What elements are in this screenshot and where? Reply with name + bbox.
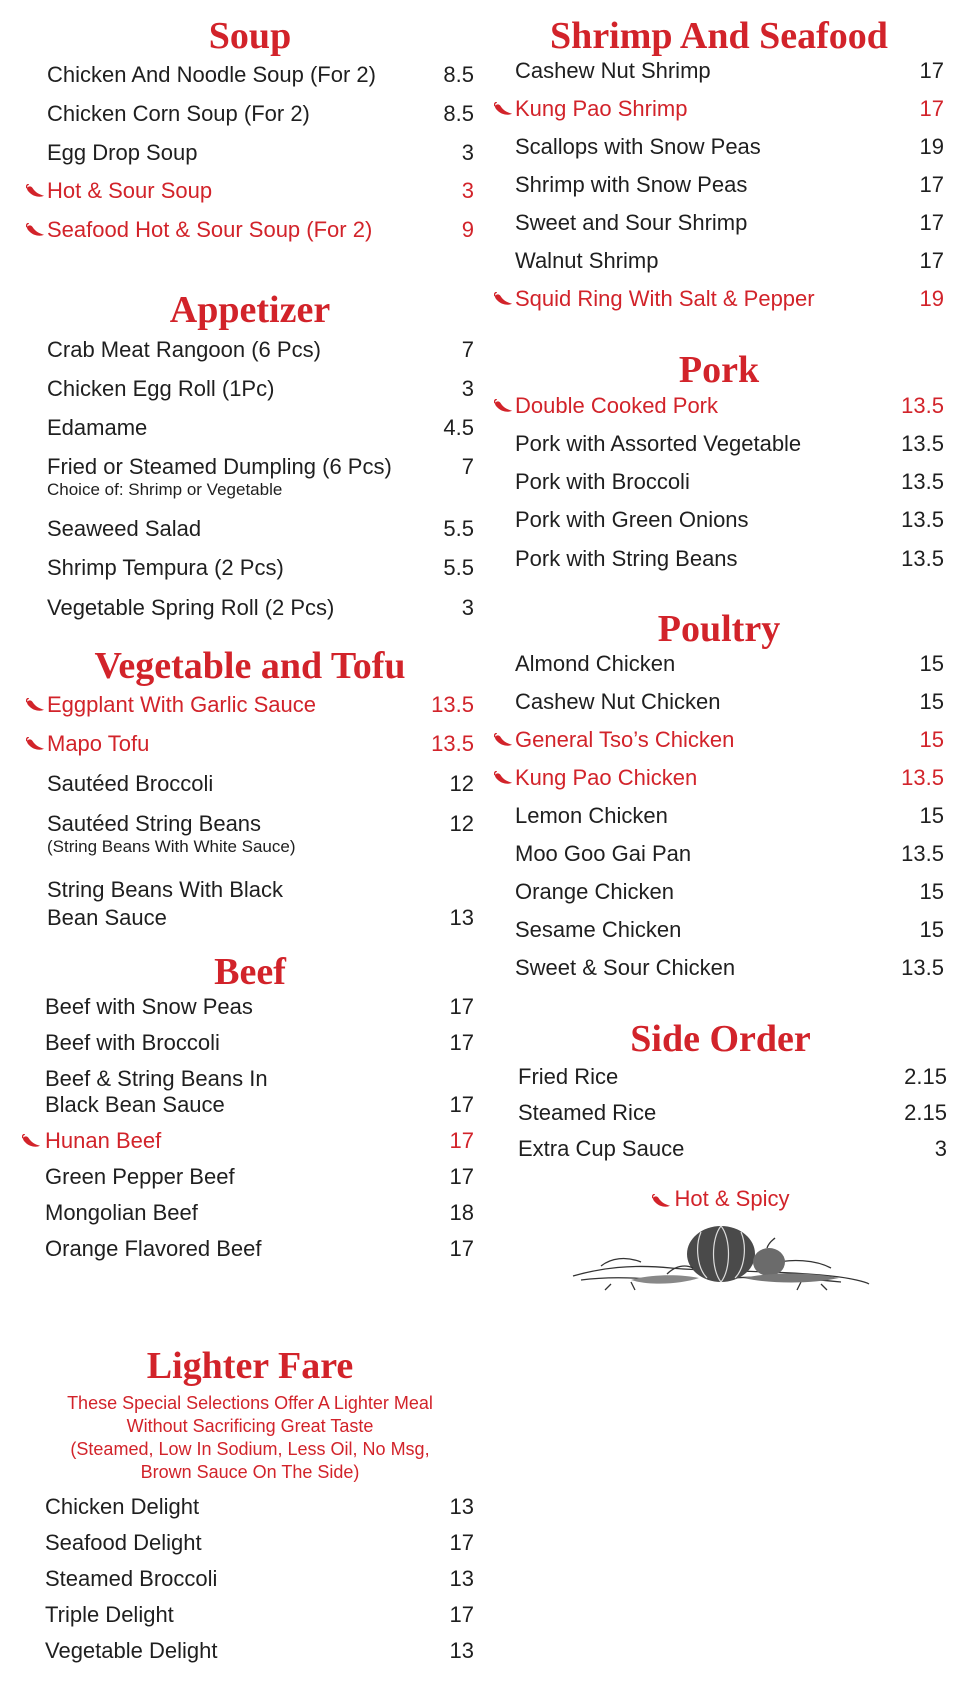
item-name: Seafood Delight: [45, 1530, 202, 1555]
section-pork: [494, 348, 944, 572]
section-title-lighter-fare: Lighter Fare: [146, 1345, 354, 1387]
item-price: 13.5: [431, 731, 474, 756]
item-price: 17: [449, 1236, 474, 1261]
item-note: Choice of: Shrimp or Vegetable: [47, 480, 283, 499]
item-name: Pork with Green Onions: [515, 507, 749, 532]
item-price: 18: [449, 1200, 474, 1225]
item-price: 17: [919, 210, 944, 235]
menu-item: [494, 841, 944, 867]
item-name: Orange Flavored Beef: [45, 1236, 262, 1261]
menu-item: [26, 1494, 474, 1520]
menu-item-spicy: [26, 1128, 474, 1154]
item-price: 12: [449, 771, 474, 796]
section-side-order: [494, 1017, 947, 1298]
item-price: 13.5: [901, 841, 944, 866]
menu-item: [494, 469, 944, 495]
item-price: 15: [919, 689, 944, 714]
item-price: 17: [449, 1030, 474, 1055]
hot-pepper-icon: [26, 223, 45, 237]
item-price: 19: [919, 134, 944, 159]
menu-item: [26, 994, 474, 1020]
item-name: Sweet and Sour Shrimp: [515, 210, 748, 235]
description-line: These Special Selections Offer A Lighter Meal: [67, 1393, 433, 1413]
hot-pepper-icon: [494, 771, 513, 785]
item-name: Kung Pao Chicken: [515, 765, 698, 790]
section-title-vegetable-tofu: Vegetable and Tofu: [94, 645, 406, 687]
item-price: 15: [919, 917, 944, 942]
section-title-beef: Beef: [214, 951, 286, 993]
item-price: 17: [449, 1128, 474, 1153]
hot-pepper-icon: [22, 1134, 41, 1148]
description-line: Brown Sauce On The Side): [140, 1462, 360, 1482]
menu-item: [494, 1136, 947, 1162]
menu-item: [26, 101, 474, 127]
item-price: 19: [919, 286, 944, 311]
item-name: Chicken Delight: [45, 1494, 200, 1519]
item-price: 13.5: [901, 765, 944, 790]
item-name: Cashew Nut Chicken: [515, 689, 721, 714]
menu-item: [26, 595, 474, 621]
menu-item: [494, 879, 944, 905]
menu-item: [26, 877, 474, 931]
item-name: Pork with String Beans: [515, 546, 738, 571]
menu-item: [26, 140, 474, 166]
item-price: 8.5: [443, 62, 474, 87]
menu-item: [26, 516, 474, 542]
lighter-fare-description: [26, 1392, 474, 1484]
item-price: 15: [919, 727, 944, 752]
item-price: 17: [919, 58, 944, 83]
menu-item-spicy: [26, 731, 474, 757]
item-name: Hot & Sour Soup: [47, 178, 213, 203]
item-price: 17: [449, 994, 474, 1019]
legend-label: Hot & Spicy: [674, 1186, 790, 1211]
section-title-soup: Soup: [208, 15, 292, 57]
item-price: 15: [919, 651, 944, 676]
item-price: 13: [449, 1494, 474, 1519]
item-price: 15: [919, 803, 944, 828]
item-name: Pork with Broccoli: [515, 469, 690, 494]
item-name: Extra Cup Sauce: [518, 1136, 685, 1161]
item-name: Fried Rice: [518, 1064, 619, 1089]
item-price: 9: [461, 217, 474, 242]
menu-item: [26, 1566, 474, 1592]
item-price: 3: [461, 376, 474, 401]
menu-item: [26, 1164, 474, 1190]
item-name: Fried or Steamed Dumpling (6 Pcs): [47, 454, 392, 479]
item-name: Sesame Chicken: [515, 917, 682, 942]
menu-item: [494, 134, 944, 160]
item-name: Eggplant With Garlic Sauce: [47, 692, 317, 717]
item-name: Lemon Chicken: [515, 803, 668, 828]
item-price: 7: [461, 337, 474, 362]
item-name: Vegetable Delight: [45, 1638, 218, 1663]
section-title-poultry: Poultry: [657, 608, 781, 650]
menu-item: [26, 811, 474, 857]
section-title-appetizer: Appetizer: [169, 289, 331, 331]
section-title-pork: Pork: [678, 349, 760, 391]
hot-pepper-icon: [494, 399, 513, 413]
menu-item-spicy: [494, 393, 944, 419]
item-name: Shrimp with Snow Peas: [515, 172, 748, 197]
menu-item: [26, 1530, 474, 1556]
item-name: Double Cooked Pork: [515, 393, 719, 418]
hot-pepper-icon: [494, 733, 513, 747]
item-note: (String Beans With White Sauce): [47, 837, 296, 856]
hot-pepper-icon: [26, 184, 45, 198]
item-name-line2: Black Bean Sauce: [45, 1092, 225, 1117]
menu-item: [494, 803, 944, 829]
item-price: 2.15: [904, 1064, 947, 1089]
section-title-side-order: Side Order: [630, 1018, 811, 1060]
item-price: 3: [461, 595, 474, 620]
item-name: Vegetable Spring Roll (2 Pcs): [47, 595, 335, 620]
item-price: 7: [461, 454, 474, 479]
item-name-line2: Bean Sauce: [47, 905, 167, 930]
item-name: Beef & String Beans In: [45, 1066, 268, 1091]
vegetables-illustration: [571, 1218, 871, 1298]
menu-item-spicy: [26, 178, 474, 204]
item-price: 17: [449, 1530, 474, 1555]
item-name: Sweet & Sour Chicken: [515, 955, 736, 980]
item-price: 17: [449, 1164, 474, 1189]
menu-item: [494, 1064, 947, 1090]
item-price: 13.5: [901, 431, 944, 456]
item-name: General Tso’s Chicken: [515, 727, 735, 752]
item-price: 13: [449, 1638, 474, 1663]
item-price: 13: [449, 1566, 474, 1591]
item-price: 13.5: [431, 692, 474, 717]
item-name: Edamame: [47, 415, 148, 440]
item-name: Seaweed Salad: [47, 516, 202, 541]
menu-item: [494, 248, 944, 274]
item-name: Chicken Corn Soup (For 2): [47, 101, 310, 126]
description-line: Without Sacrificing Great Taste: [126, 1416, 374, 1436]
item-name: Pork with Assorted Vegetable: [515, 431, 802, 456]
item-price: 3: [461, 140, 474, 165]
item-price: 13.5: [901, 507, 944, 532]
menu-item: [494, 210, 944, 236]
menu-item: [26, 555, 474, 581]
section-shrimp-seafood: [494, 14, 944, 312]
item-name: Moo Goo Gai Pan: [515, 841, 692, 866]
hot-pepper-icon: [652, 1194, 671, 1208]
section-beef: [26, 950, 474, 1262]
legend-hot-spicy: [494, 1186, 947, 1212]
item-name: Kung Pao Shrimp: [515, 96, 688, 121]
item-name: Sautéed Broccoli: [47, 771, 214, 796]
menu-item: [494, 58, 944, 84]
item-price: 17: [449, 1602, 474, 1627]
menu-item: [494, 917, 944, 943]
menu-item: [494, 546, 944, 572]
hot-pepper-icon: [494, 292, 513, 306]
section-title-shrimp-seafood: Shrimp And Seafood: [550, 15, 888, 57]
menu-item: [494, 651, 944, 677]
hot-pepper-icon: [494, 102, 513, 116]
item-name: Seafood Hot & Sour Soup (For 2): [47, 217, 373, 242]
item-price: 8.5: [443, 101, 474, 126]
item-name: Mapo Tofu: [47, 731, 150, 756]
menu-item: [26, 1236, 474, 1262]
item-name: Cashew Nut Shrimp: [515, 58, 711, 83]
item-name: Egg Drop Soup: [47, 140, 198, 165]
item-name: String Beans With Black: [47, 877, 283, 902]
item-name: Steamed Broccoli: [45, 1566, 218, 1591]
menu-item: [26, 62, 474, 88]
item-price: 13.5: [901, 955, 944, 980]
section-lighter-fare: [26, 1344, 474, 1664]
item-name: Triple Delight: [45, 1602, 174, 1627]
item-name: Hunan Beef: [45, 1128, 162, 1153]
item-name: Crab Meat Rangoon (6 Pcs): [47, 337, 321, 362]
item-price: 12: [449, 811, 474, 836]
menu-item-spicy: [494, 765, 944, 791]
item-price: 5.5: [443, 516, 474, 541]
menu-item: [494, 1100, 947, 1126]
menu-item: [26, 337, 474, 363]
item-price: 4.5: [443, 415, 474, 440]
menu-item-spicy: [494, 727, 944, 753]
menu-item: [26, 415, 474, 441]
item-price: 17: [919, 248, 944, 273]
item-name: Steamed Rice: [518, 1100, 657, 1125]
item-price: 17: [449, 1092, 474, 1117]
menu-item: [494, 431, 944, 457]
menu-item: [26, 771, 474, 797]
item-name: Orange Chicken: [515, 879, 674, 904]
item-price: 2.15: [904, 1100, 947, 1125]
item-name: Almond Chicken: [515, 651, 676, 676]
item-name: Shrimp Tempura (2 Pcs): [47, 555, 284, 580]
menu-item: [26, 376, 474, 402]
item-name: Squid Ring With Salt & Pepper: [515, 286, 815, 311]
menu-item: [26, 1602, 474, 1628]
menu-item: [26, 454, 474, 500]
item-price: 17: [919, 172, 944, 197]
item-price: 17: [919, 96, 944, 121]
menu-item: [494, 689, 944, 715]
menu-item: [26, 1030, 474, 1056]
item-price: 13: [449, 905, 474, 930]
menu-item: [494, 955, 944, 981]
item-name: Scallops with Snow Peas: [515, 134, 761, 159]
hot-pepper-icon: [26, 698, 45, 712]
item-price: 13.5: [901, 546, 944, 571]
item-name: Beef with Broccoli: [45, 1030, 220, 1055]
item-price: 13.5: [901, 393, 944, 418]
item-price: 5.5: [443, 555, 474, 580]
section-vegetable-tofu: [26, 644, 474, 931]
item-price: 3: [934, 1136, 947, 1161]
item-name: Sautéed String Beans: [47, 811, 262, 836]
menu-item: [494, 172, 944, 198]
hot-pepper-icon: [26, 737, 45, 751]
menu-item: [26, 1066, 474, 1118]
item-name: Chicken Egg Roll (1Pc): [47, 376, 275, 401]
menu-item: [26, 1638, 474, 1664]
item-name: Mongolian Beef: [45, 1200, 198, 1225]
section-poultry: [494, 607, 944, 981]
section-soup: [26, 14, 474, 243]
item-price: 13.5: [901, 469, 944, 494]
menu-item: [494, 507, 944, 533]
description-line: (Steamed, Low In Sodium, Less Oil, No Msg,: [70, 1439, 430, 1459]
item-price: 3: [461, 178, 474, 203]
item-name: Walnut Shrimp: [515, 248, 659, 273]
item-price: 15: [919, 879, 944, 904]
menu-item-spicy: [494, 286, 944, 312]
menu-item-spicy: [494, 96, 944, 122]
menu-item-spicy: [26, 217, 474, 243]
item-name: Green Pepper Beef: [45, 1164, 235, 1189]
menu-item: [26, 1200, 474, 1226]
menu-item-spicy: [26, 692, 474, 718]
item-name: Beef with Snow Peas: [45, 994, 253, 1019]
item-name: Chicken And Noodle Soup (For 2): [47, 62, 376, 87]
section-appetizer: [26, 288, 474, 621]
